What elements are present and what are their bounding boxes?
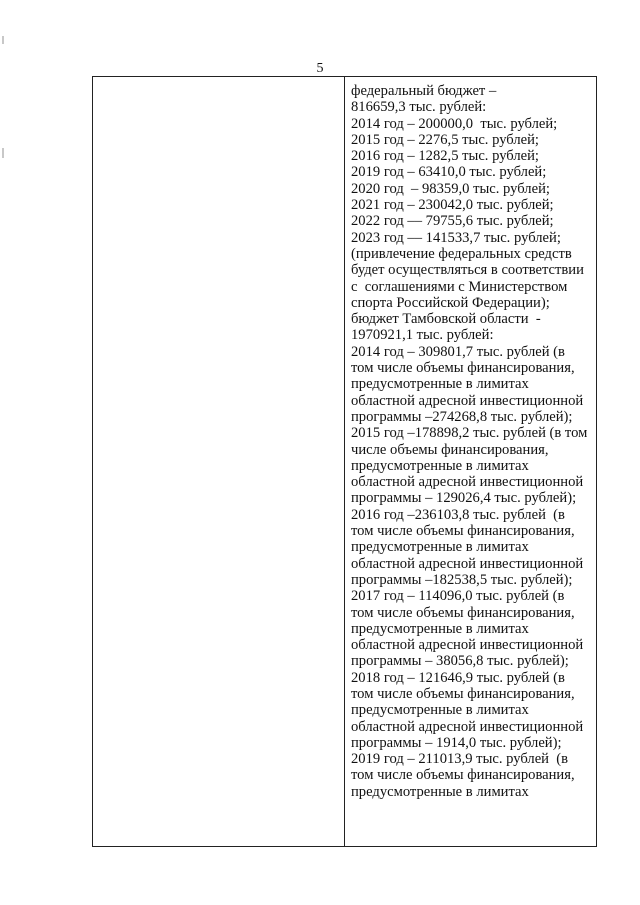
text-line: 2016 год –236103,8 тыс. рублей (в <box>351 506 565 523</box>
text-line: 2020 год – 98359,0 тыс. рублей; <box>351 180 550 197</box>
text-line: 2019 год – 211013,9 тыс. рублей (в <box>351 751 569 768</box>
text-line: 2021 год – 230042,0 тыс. рублей; <box>351 197 554 214</box>
funding-text-cell <box>345 77 596 846</box>
text-line: 2014 год – 309801,7 тыс. рублей (в <box>351 343 565 360</box>
text-line: предусмотренные в лимитах <box>351 376 529 393</box>
text-line: том числе объемы финансирования, <box>351 523 575 540</box>
text-line: программы – 129026,4 тыс. рублей); <box>351 490 577 507</box>
text-line: числе объемы финансирования, <box>351 441 549 458</box>
document-table <box>92 76 597 847</box>
scan-edge-mark <box>2 36 4 44</box>
text-line: 2014 год – 200000,0 тыс. рублей; <box>351 115 558 132</box>
text-line: программы –274268,8 тыс. рублей); <box>351 408 573 425</box>
left-empty-cell <box>93 77 345 846</box>
text-line: 2015 год –178898,2 тыс. рублей (в том <box>351 425 588 442</box>
text-line: областной адресной инвестиционной <box>351 637 584 654</box>
text-line: 2015 год – 2276,5 тыс. рублей; <box>351 131 539 148</box>
text-line: 2016 год – 1282,5 тыс. рублей; <box>351 148 539 165</box>
text-line: том числе объемы финансирования, <box>351 767 575 784</box>
text-line: будет осуществляться в соответствии <box>351 262 584 279</box>
page-number: 5 <box>316 61 324 76</box>
text-line: областной адресной инвестиционной <box>351 718 584 735</box>
text-line: предусмотренные в лимитах <box>351 702 529 719</box>
text-line: программы – 38056,8 тыс. рублей); <box>351 653 569 670</box>
text-line: федеральный бюджет – <box>351 83 497 99</box>
text-line: том числе объемы финансирования, <box>351 604 575 621</box>
text-line: программы – 1914,0 тыс. рублей); <box>351 734 562 751</box>
text-line: с соглашениями с Министерством <box>351 278 568 295</box>
text-line: предусмотренные в лимитах <box>351 620 529 637</box>
text-line: предусмотренные в лимитах <box>351 457 529 474</box>
text-line: 2019 год – 63410,0 тыс. рублей; <box>351 164 547 181</box>
text-line: 2018 год – 121646,9 тыс. рублей (в <box>351 669 565 686</box>
text-line: областной адресной инвестиционной <box>351 474 584 491</box>
text-line: областной адресной инвестиционной <box>351 555 584 572</box>
text-line: 2017 год – 114096,0 тыс. рублей (в <box>351 588 565 605</box>
text-line: спорта Российской Федерации); <box>351 294 550 311</box>
text-line: предусмотренные в лимитах <box>351 539 529 556</box>
text-line: областной адресной инвестиционной <box>351 392 584 409</box>
scan-edge-mark <box>2 148 4 158</box>
text-line: том числе объемы финансирования, <box>351 685 575 702</box>
text-line: 2023 год –– 141533,7 тыс. рублей; <box>351 229 561 246</box>
text-line: 2022 год –– 79755,6 тыс. рублей; <box>351 213 554 230</box>
text-line: 1970921,1 тыс. рублей: <box>351 327 494 344</box>
text-line: 816659,3 тыс. рублей: <box>351 99 487 116</box>
text-line: бюджет Тамбовской области - <box>351 311 541 328</box>
text-line: том числе объемы финансирования, <box>351 360 575 377</box>
text-line: (привлечение федеральных средств <box>351 245 572 262</box>
text-line: предусмотренные в лимитах <box>351 783 529 800</box>
text-line: программы –182538,5 тыс. рублей); <box>351 571 573 588</box>
